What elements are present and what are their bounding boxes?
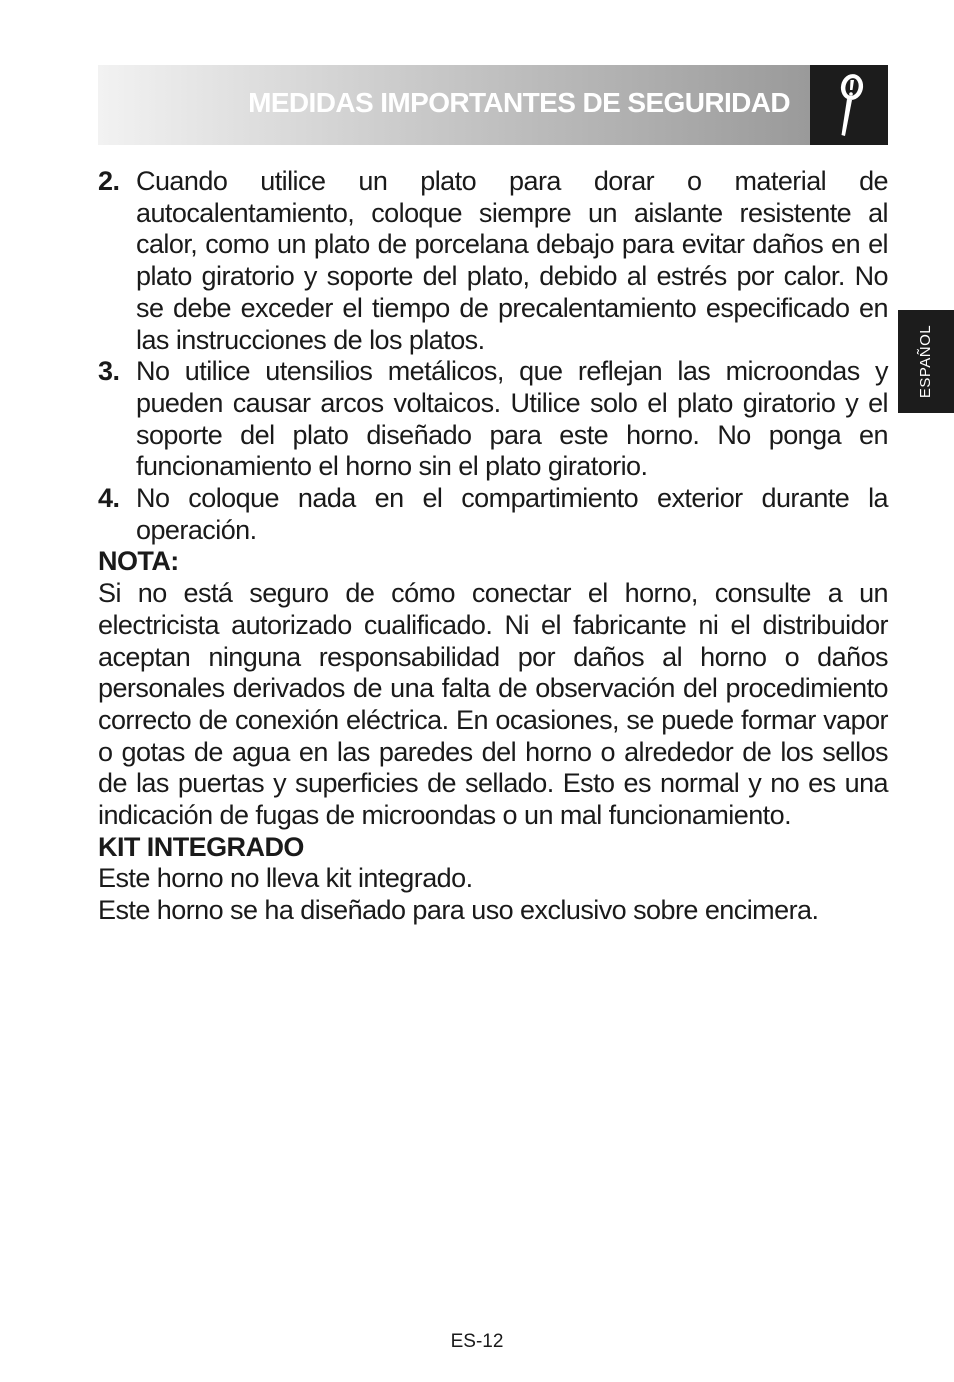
safety-info-icon (829, 70, 869, 140)
list-item-number: 3. (98, 356, 120, 387)
list-item-text: No coloque nada en el compartimiento exterior durante la operación. (136, 483, 888, 545)
list-item-number: 2. (98, 166, 120, 196)
page-number: ES-12 (450, 1331, 504, 1352)
list-item-text: Cuando utilice un plato para dorar o material de autocalentamiento, coloque siempre un aislante resistente al calor, como un plato de porcelana debajo para evitar daños en el plato giratorio y soporte del plato, debido al estrés por calor. No se debe exceder el tiempo de precalentamiento especificado en las instrucciones de los platos. (136, 166, 888, 355)
list-item-number: 4. (98, 483, 120, 514)
header-band (98, 65, 810, 145)
kit-line-2: Este horno se ha diseñado para uso exclusivo sobre encimera. (98, 895, 819, 926)
list-item-text: No utilice utensilios metálicos, que reflejan las microondas y pueden causar arcos voltaicos. Utilice solo el plato giratorio y el soporte del plato diseñado para este horno. No ponga en funcionamiento el horno sin el plato giratorio. (136, 356, 888, 482)
header-icon-box (810, 65, 888, 145)
list-item (98, 356, 888, 483)
list-item (98, 166, 888, 356)
note-heading: NOTA: (98, 546, 179, 577)
language-label: ESPAÑOL (917, 324, 935, 399)
document-body (98, 166, 888, 927)
list-item (98, 483, 888, 546)
page-title: MEDIDAS IMPORTANTES DE SEGURIDAD (248, 87, 790, 118)
language-tab (898, 310, 954, 413)
kit-line-1: Este horno no lleva kit integrado. (98, 863, 473, 894)
note-paragraph: Si no está seguro de cómo conectar el horno, consulte a un electricista autorizado cualificado. Ni el fabricante ni el distribuidor aceptan ninguna responsabilidad por daños al horno o daños personales derivados de una falta de observación del procedimiento correcto de conexión eléctrica. En ocasiones, se puede formar vapor o gotas de agua en las paredes del horno o alrededor de los sellos de las puertas y superficies de sellado. Esto es normal y no es una indicación de fugas de microondas o un mal funcionamiento. (98, 578, 888, 831)
section-header (98, 65, 888, 145)
safety-list (98, 166, 888, 546)
kit-heading: KIT INTEGRADO (98, 831, 304, 862)
